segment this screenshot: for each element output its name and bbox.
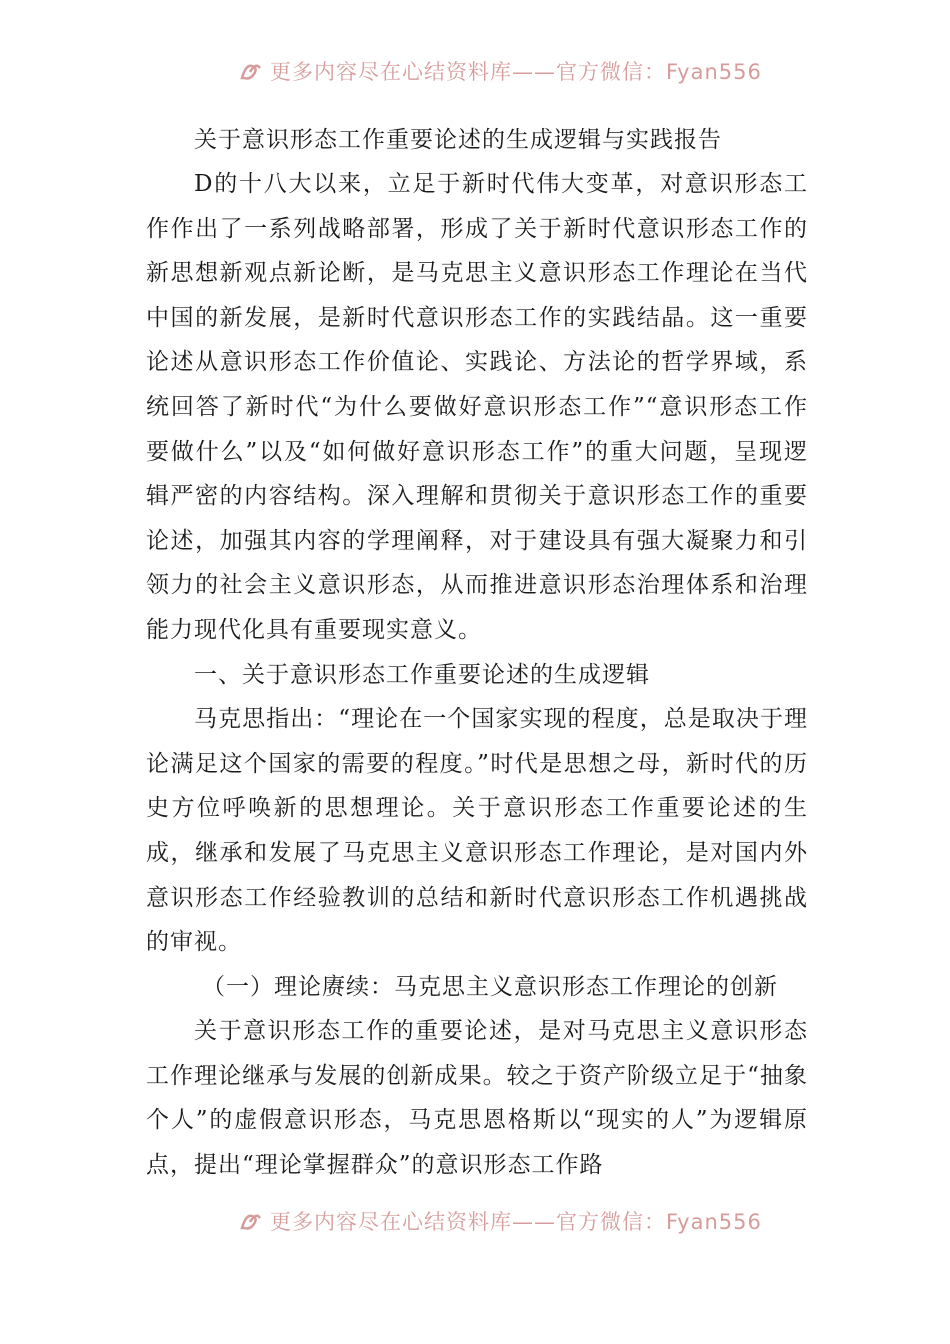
document-body [146,118,808,1188]
section-heading: 一、关于意识形态工作重要论述的生成逻辑 [194,661,650,688]
watermark-bottom [238,1206,762,1236]
watermark-text: 更多内容尽在心结资料库——官方微信：Fyan556 [270,60,762,84]
intro-paragraph: D的十八大以来，立足于新时代伟大变革，对意识形态工作作出了一系列战略部署，形成了关于新时代意识形态工作的新思想新观点新论断，是马克思主义意识形态工作理论在当代中国的新发展，是新时代意识形态工作的实践结晶。这一重要论述从意识形态工作价值论、实践论、方法论的哲学界域，系统回答了新时代“为什么要做好意识形态工作”“意识形态工作要做什么”以及“如何做好意识形态工作”的重大问题，呈现逻辑严密的内容结构。深入理解和贯彻关于意识形态工作的重要论述，加强其内容的学理阐释，对于建设具有强大凝聚力和引领力的社会主义意识形态，从而推进意识形态治理体系和治理能力现代化具有重要现实意义。 [146,171,808,643]
section-paragraph: 马克思指出：“理论在一个国家实现的程度，总是取决于理论满足这个国家的需要的程度。”时代是思想之母，新时代的历史方位呼唤新的思想理论。关于意识形态工作重要论述的生成，继承和发展了马克思主义意识形态工作理论，是对国内外意识形态工作经验教训的总结和新时代意识形态工作机遇挑战的审视。 [146,706,808,956]
watermark-top [238,56,762,86]
logo-icon [238,1208,264,1234]
logo-icon [238,58,264,84]
document-title: 关于意识形态工作重要论述的生成逻辑与实践报告 [194,127,722,153]
subsection-heading: （一）理论赓续：马克思主义意识形态工作理论的创新 [202,973,778,1000]
watermark-text: 更多内容尽在心结资料库——官方微信：Fyan556 [270,1210,762,1234]
subsection-paragraph: 关于意识形态工作的重要论述，是对马克思主义意识形态工作理论继承与发展的创新成果。较之于资产阶级立足于“抽象个人”的虚假意识形态，马克思恩格斯以“现实的人”为逻辑原点，提出“理论掌握群众”的意识形态工作路 [146,1018,808,1179]
